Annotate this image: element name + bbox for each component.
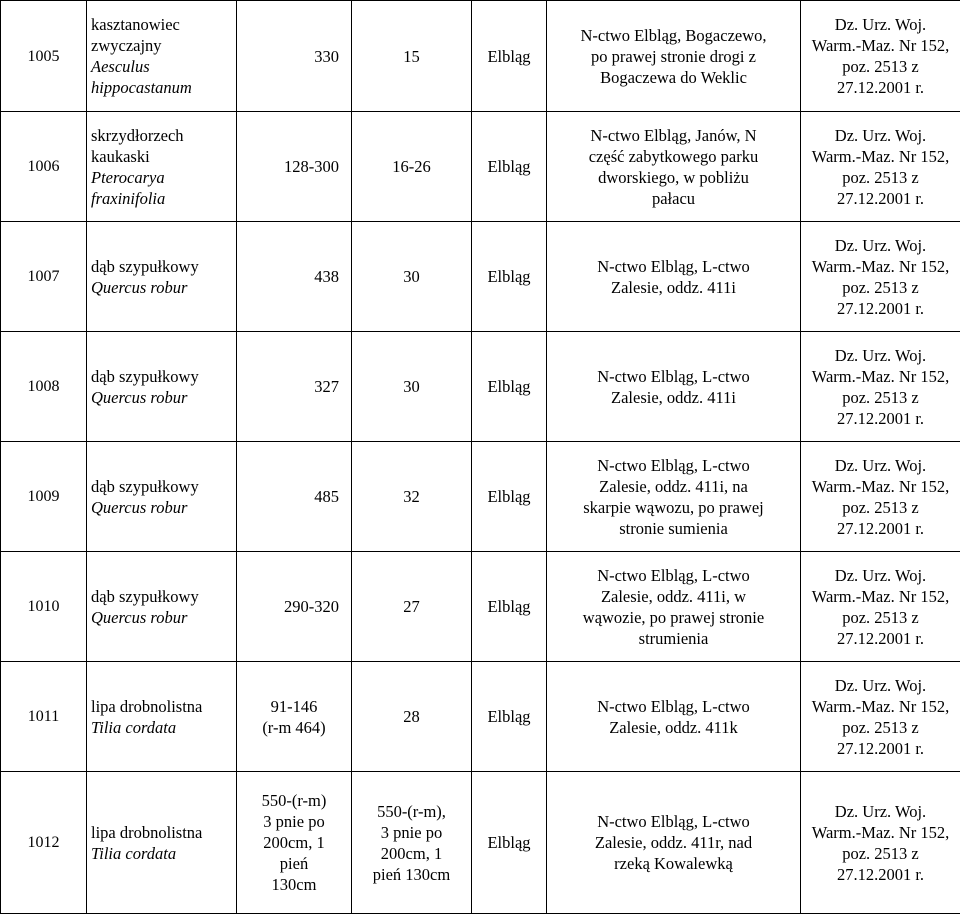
text-line: hippocastanum [91, 77, 232, 98]
table-row [1, 332, 960, 442]
location-description [547, 1, 801, 112]
text-line: 27.12.2001 r. [805, 518, 956, 539]
tree-height: 27 [352, 552, 472, 662]
text-line: N-ctwo Elbląg, Janów, N [551, 125, 796, 146]
text-line: 3 pnie po [356, 822, 467, 843]
text-line: Warm.-Maz. Nr 152, [805, 256, 956, 277]
text-line: Zalesie, oddz. 411i [551, 387, 796, 408]
text-line: kasztanowiec [91, 14, 232, 35]
text-line: wąwozie, po prawej stronie [551, 607, 796, 628]
text-line: Dz. Urz. Woj. [805, 801, 956, 822]
legal-basis [801, 332, 960, 442]
location-description [547, 222, 801, 332]
location-description [547, 112, 801, 222]
species-name [87, 662, 237, 772]
text-line: Quercus robur [91, 387, 232, 408]
text-line: dworskiego, w pobliżu [551, 167, 796, 188]
text-line: 27.12.2001 r. [805, 298, 956, 319]
legal-basis [801, 772, 960, 914]
table-row [1, 772, 960, 914]
town: Elbląg [472, 332, 547, 442]
town: Elbląg [472, 1, 547, 112]
text-line: Zalesie, oddz. 411k [551, 717, 796, 738]
table-row [1, 442, 960, 552]
text-line: Warm.-Maz. Nr 152, [805, 366, 956, 387]
text-line: N-ctwo Elbląg, Bogaczewo, [551, 25, 796, 46]
table-row [1, 112, 960, 222]
text-line: dąb szypułkowy [91, 476, 232, 497]
location-description [547, 332, 801, 442]
text-line: Zalesie, oddz. 411r, nad [551, 832, 796, 853]
circumference: 438 [237, 222, 352, 332]
text-line: Dz. Urz. Woj. [805, 565, 956, 586]
text-line: 130cm [241, 874, 347, 895]
text-line: strumienia [551, 628, 796, 649]
tree-height: 30 [352, 222, 472, 332]
species-name [87, 552, 237, 662]
text-line: Zalesie, oddz. 411i, na [551, 476, 796, 497]
text-line: poz. 2513 z [805, 167, 956, 188]
species-name [87, 442, 237, 552]
text-line: dąb szypułkowy [91, 366, 232, 387]
text-line: 27.12.2001 r. [805, 864, 956, 885]
text-line: skrzydłorzech [91, 125, 232, 146]
table-row [1, 662, 960, 772]
register-number: 1006 [1, 112, 87, 222]
tree-height [352, 772, 472, 914]
species-name [87, 772, 237, 914]
text-line: 27.12.2001 r. [805, 628, 956, 649]
text-line: Zalesie, oddz. 411i [551, 277, 796, 298]
tree-height: 16-26 [352, 112, 472, 222]
text-line: Dz. Urz. Woj. [805, 125, 956, 146]
text-line: lipa drobnolistna [91, 696, 232, 717]
register-number: 1010 [1, 552, 87, 662]
text-line: 550-(r-m), [356, 801, 467, 822]
text-line: część zabytkowego parku [551, 146, 796, 167]
text-line: 27.12.2001 r. [805, 408, 956, 429]
text-line: 3 pnie po [241, 811, 347, 832]
legal-basis [801, 1, 960, 112]
text-line: N-ctwo Elbląg, L-ctwo [551, 455, 796, 476]
text-line: pałacu [551, 188, 796, 209]
location-description [547, 442, 801, 552]
text-line: 550-(r-m) [241, 790, 347, 811]
text-line: Dz. Urz. Woj. [805, 235, 956, 256]
text-line: Quercus robur [91, 497, 232, 518]
text-line: N-ctwo Elbląg, L-ctwo [551, 565, 796, 586]
species-name [87, 332, 237, 442]
text-line: Tilia cordata [91, 843, 232, 864]
species-name [87, 112, 237, 222]
legal-basis [801, 112, 960, 222]
location-description [547, 552, 801, 662]
text-line: Quercus robur [91, 277, 232, 298]
town: Elbląg [472, 662, 547, 772]
text-line: Dz. Urz. Woj. [805, 455, 956, 476]
text-line: stronie sumienia [551, 518, 796, 539]
text-line: 200cm, 1 [241, 832, 347, 853]
text-line: skarpie wąwozu, po prawej [551, 497, 796, 518]
text-line: Quercus robur [91, 607, 232, 628]
text-line: Aesculus [91, 56, 232, 77]
text-line: Bogaczewa do Weklic [551, 67, 796, 88]
text-line: 27.12.2001 r. [805, 77, 956, 98]
circumference: 485 [237, 442, 352, 552]
table-row [1, 552, 960, 662]
location-description [547, 772, 801, 914]
text-line: poz. 2513 z [805, 843, 956, 864]
register-number: 1005 [1, 1, 87, 112]
town: Elbląg [472, 552, 547, 662]
text-line: Tilia cordata [91, 717, 232, 738]
location-description [547, 662, 801, 772]
text-line: lipa drobnolistna [91, 822, 232, 843]
circumference: 128-300 [237, 112, 352, 222]
town: Elbląg [472, 772, 547, 914]
tree-height: 30 [352, 332, 472, 442]
text-line: Warm.-Maz. Nr 152, [805, 586, 956, 607]
town: Elbląg [472, 222, 547, 332]
legal-basis [801, 222, 960, 332]
text-line: Warm.-Maz. Nr 152, [805, 822, 956, 843]
text-line: Pterocarya [91, 167, 232, 188]
text-line: zwyczajny [91, 35, 232, 56]
text-line: Warm.-Maz. Nr 152, [805, 476, 956, 497]
text-line: Dz. Urz. Woj. [805, 675, 956, 696]
tree-height: 28 [352, 662, 472, 772]
text-line: dąb szypułkowy [91, 586, 232, 607]
text-line: Zalesie, oddz. 411i, w [551, 586, 796, 607]
text-line: Warm.-Maz. Nr 152, [805, 696, 956, 717]
circumference [237, 772, 352, 914]
legal-basis [801, 662, 960, 772]
text-line: 200cm, 1 [356, 843, 467, 864]
text-line: dąb szypułkowy [91, 256, 232, 277]
text-line: poz. 2513 z [805, 56, 956, 77]
town: Elbląg [472, 442, 547, 552]
circumference: 330 [237, 1, 352, 112]
text-line: fraxinifolia [91, 188, 232, 209]
circumference [237, 662, 352, 772]
register-number: 1008 [1, 332, 87, 442]
tree-height: 32 [352, 442, 472, 552]
table-row [1, 222, 960, 332]
species-name [87, 1, 237, 112]
species-name [87, 222, 237, 332]
register-number: 1012 [1, 772, 87, 914]
register-number: 1011 [1, 662, 87, 772]
text-line: 91-146 [241, 696, 347, 717]
text-line: N-ctwo Elbląg, L-ctwo [551, 366, 796, 387]
text-line: N-ctwo Elbląg, L-ctwo [551, 256, 796, 277]
text-line: poz. 2513 z [805, 277, 956, 298]
text-line: Dz. Urz. Woj. [805, 14, 956, 35]
text-line: N-ctwo Elbląg, L-ctwo [551, 696, 796, 717]
text-line: poz. 2513 z [805, 717, 956, 738]
text-line: 27.12.2001 r. [805, 738, 956, 759]
register-number: 1009 [1, 442, 87, 552]
table-row [1, 1, 960, 112]
circumference: 327 [237, 332, 352, 442]
text-line: (r-m 464) [241, 717, 347, 738]
table-body [1, 1, 960, 914]
circumference: 290-320 [237, 552, 352, 662]
text-line: poz. 2513 z [805, 387, 956, 408]
text-line: po prawej stronie drogi z [551, 46, 796, 67]
text-line: pień 130cm [356, 864, 467, 885]
text-line: Warm.-Maz. Nr 152, [805, 146, 956, 167]
text-line: Dz. Urz. Woj. [805, 345, 956, 366]
town: Elbląg [472, 112, 547, 222]
text-line: poz. 2513 z [805, 607, 956, 628]
text-line: poz. 2513 z [805, 497, 956, 518]
text-line: pień [241, 853, 347, 874]
text-line: Warm.-Maz. Nr 152, [805, 35, 956, 56]
text-line: rzeką Kowalewką [551, 853, 796, 874]
text-line: N-ctwo Elbląg, L-ctwo [551, 811, 796, 832]
text-line: kaukaski [91, 146, 232, 167]
legal-basis [801, 552, 960, 662]
tree-height: 15 [352, 1, 472, 112]
text-line: 27.12.2001 r. [805, 188, 956, 209]
legal-basis [801, 442, 960, 552]
register-number: 1007 [1, 222, 87, 332]
